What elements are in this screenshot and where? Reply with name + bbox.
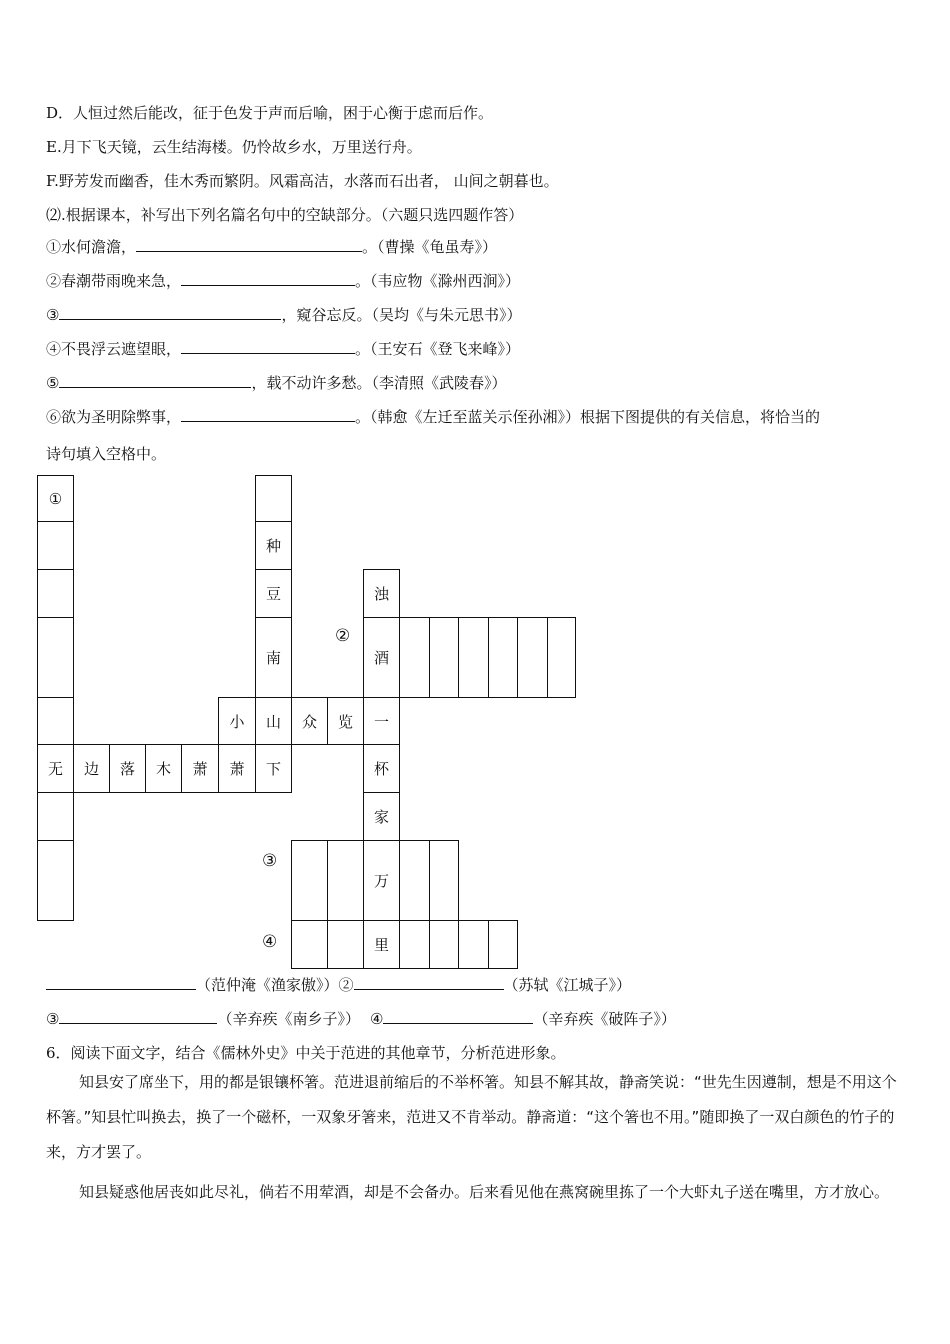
fill-prefix: ④不畏浮云遮望眼， [46, 340, 182, 358]
answer-blank[interactable] [354, 975, 504, 990]
fill-suffix: 。（韩愈《左迁至蓝关示侄孙湘》）根据下图提供的有关信息，将恰当的 [355, 408, 821, 426]
q6-paragraph-2: 知县疑惑他居丧如此尽礼，倘若不用荤酒，却是不会备办。后来看见他在燕窝碗里拣了一个大虾丸子送在嘴里，方才放心。 [79, 1183, 890, 1201]
crossword-cell[interactable] [399, 920, 430, 969]
cell-char: 万 [373, 872, 389, 890]
crossword-cell [109, 744, 146, 793]
crossword-number-1: ① [48, 489, 63, 508]
answer-blank[interactable] [383, 1009, 533, 1024]
crossword-cell[interactable] [429, 920, 459, 969]
fill-suffix: ，载不动许多愁。（李清照《武陵春》） [251, 374, 507, 392]
cell-char: 边 [83, 760, 99, 778]
crossword-cell[interactable] [37, 840, 74, 921]
answer-blank[interactable] [59, 373, 251, 388]
fill-prefix: ①水何澹澹， [46, 238, 137, 256]
crossword-cell[interactable] [517, 617, 548, 698]
crossword-cell [255, 569, 292, 618]
cell-char: 山 [265, 712, 281, 731]
option-f: F.野芳发而幽香，佳木秀而繁阴。风霜高洁，水落而石出者， 山间之朝暮也。 [46, 172, 559, 190]
answer-source: （苏轼《江城子》） [503, 976, 632, 994]
cell-char: 杯 [373, 760, 389, 778]
crossword-cell [181, 744, 219, 793]
cell-char: 豆 [265, 585, 281, 603]
answer-prefix: ④ [369, 1010, 384, 1028]
crossword-cell [363, 792, 400, 841]
crossword-cell[interactable] [488, 920, 518, 969]
crossword-cell [363, 617, 400, 698]
cell-char: 里 [373, 936, 389, 954]
cell-char: 览 [337, 712, 353, 731]
crossword-cell[interactable] [327, 840, 364, 921]
fill-item-2 [46, 270, 520, 291]
crossword-cell[interactable] [255, 475, 292, 522]
cell-char: 浊 [373, 585, 389, 603]
option-d: D．人恒过然后能改，征于色发于声而后喻，困于心衡于虑而后作。 [46, 104, 494, 122]
crossword-cell[interactable] [291, 840, 328, 921]
answer-line-2 [46, 1008, 676, 1029]
option-e: E.月下飞天镜，云生结海楼。仍怜故乡水，万里送行舟。 [46, 138, 422, 156]
answer-blank[interactable] [59, 305, 281, 320]
cell-char: 种 [265, 537, 281, 555]
answer-blank[interactable] [46, 975, 196, 990]
crossword-cell[interactable] [399, 840, 430, 921]
cell-char: 家 [373, 808, 389, 826]
cell-char: 南 [265, 649, 281, 667]
cell-char: 落 [119, 760, 135, 778]
crossword-cell [218, 697, 256, 745]
crossword-cell [218, 744, 256, 793]
answer-line-1 [46, 974, 631, 995]
crossword-cell[interactable] [458, 920, 489, 969]
fill-suffix: 。（曹操《龟虽寿》） [362, 238, 498, 256]
cell-char: 无 [47, 760, 63, 778]
cell-char: 萧 [229, 760, 245, 778]
crossword-cell [255, 617, 292, 698]
fill-suffix: 。（韦应物《滁州西涧》） [355, 272, 521, 290]
crossword-cell[interactable] [37, 569, 74, 618]
q2-instruction: ⑵.根据课本，补写出下列名篇名句中的空缺部分。（六题只选四题作答） [46, 206, 524, 224]
fill-suffix: 。（王安石《登飞来峰》） [355, 340, 521, 358]
crossword-number-4: ④ [262, 932, 278, 952]
crossword-cell [363, 569, 400, 618]
cell-char: 众 [301, 712, 317, 731]
crossword-cell[interactable] [429, 840, 459, 921]
crossword-cell[interactable] [37, 697, 74, 745]
crossword-cell [255, 521, 292, 570]
cell-char: 一 [373, 712, 389, 731]
crossword-cell[interactable] [488, 617, 518, 698]
crossword-cell [255, 697, 292, 745]
answer-source: （辛弃疾《破阵子》） [533, 1010, 676, 1028]
crossword-cell [145, 744, 182, 793]
crossword-cell[interactable] [37, 475, 74, 522]
q6-title: 6．阅读下面文字，结合《儒林外史》中关于范进的其他章节，分析范进形象。 [46, 1044, 566, 1062]
crossword-cell[interactable] [458, 617, 489, 698]
crossword-cell [363, 744, 400, 793]
crossword-cell [73, 744, 110, 793]
crossword-cell [37, 744, 74, 793]
crossword-cell[interactable] [327, 920, 364, 969]
fill-prefix: ⑥欲为圣明除弊事， [46, 408, 182, 426]
answer-source: （范仲淹《渔家傲》）② [196, 976, 354, 994]
crossword-cell[interactable] [547, 617, 576, 698]
fill-item-1 [46, 236, 497, 257]
fill-item-4 [46, 338, 520, 359]
cell-char: 酒 [373, 649, 389, 667]
crossword-number-2: ② [335, 626, 351, 646]
crossword-cell[interactable] [37, 521, 74, 570]
answer-blank[interactable] [181, 271, 355, 286]
answer-source: （辛弃疾《南乡子》） [217, 1010, 360, 1028]
fill-prefix: ③ [46, 306, 60, 324]
crossword-cell [363, 697, 400, 745]
fill-suffix: ，窥谷忘反。（吴均《与朱元思书》） [281, 306, 522, 324]
answer-blank[interactable] [181, 407, 355, 422]
answer-prefix: ③ [46, 1010, 60, 1028]
fill-prefix: ⑤ [46, 374, 60, 392]
crossword-cell [363, 840, 400, 921]
cell-char: 小 [229, 712, 245, 731]
answer-blank[interactable] [136, 237, 362, 252]
crossword-cell[interactable] [37, 617, 74, 698]
crossword-number-3: ③ [262, 851, 278, 871]
crossword-cell[interactable] [429, 617, 459, 698]
fill-item-3 [46, 304, 521, 325]
crossword-cell[interactable] [37, 792, 74, 841]
q6-paragraph-1: 知县安了席坐下，用的都是银镶杯箸。范进退前缩后的不举杯箸。知县不解其故，静斋笑说：“世先生因遵制，想是不用这个杯箸。”知县忙叫换去，换了一个磁杯，一双象牙箸来，范进又不肯举动。静斋道：“这个箸也不用。”随即换了一双白颜色的竹子的来，方才罢了。 [46, 1073, 897, 1161]
crossword-cell [363, 920, 400, 969]
crossword-cell [255, 744, 292, 793]
crossword-cell[interactable] [399, 617, 430, 698]
answer-blank[interactable] [181, 339, 355, 354]
fill-item-6 [46, 406, 820, 427]
answer-blank[interactable] [59, 1009, 217, 1024]
crossword-cell [291, 697, 328, 745]
fill-prefix: ②春潮带雨晚来急， [46, 272, 182, 290]
cell-char: 萧 [192, 760, 208, 778]
cell-char: 木 [155, 760, 171, 778]
crossword-cell[interactable] [291, 920, 328, 969]
fill-item-5 [46, 372, 506, 393]
fill-continuation: 诗句填入空格中。 [46, 445, 167, 463]
cell-char: 下 [265, 760, 281, 778]
crossword-cell [327, 697, 364, 745]
